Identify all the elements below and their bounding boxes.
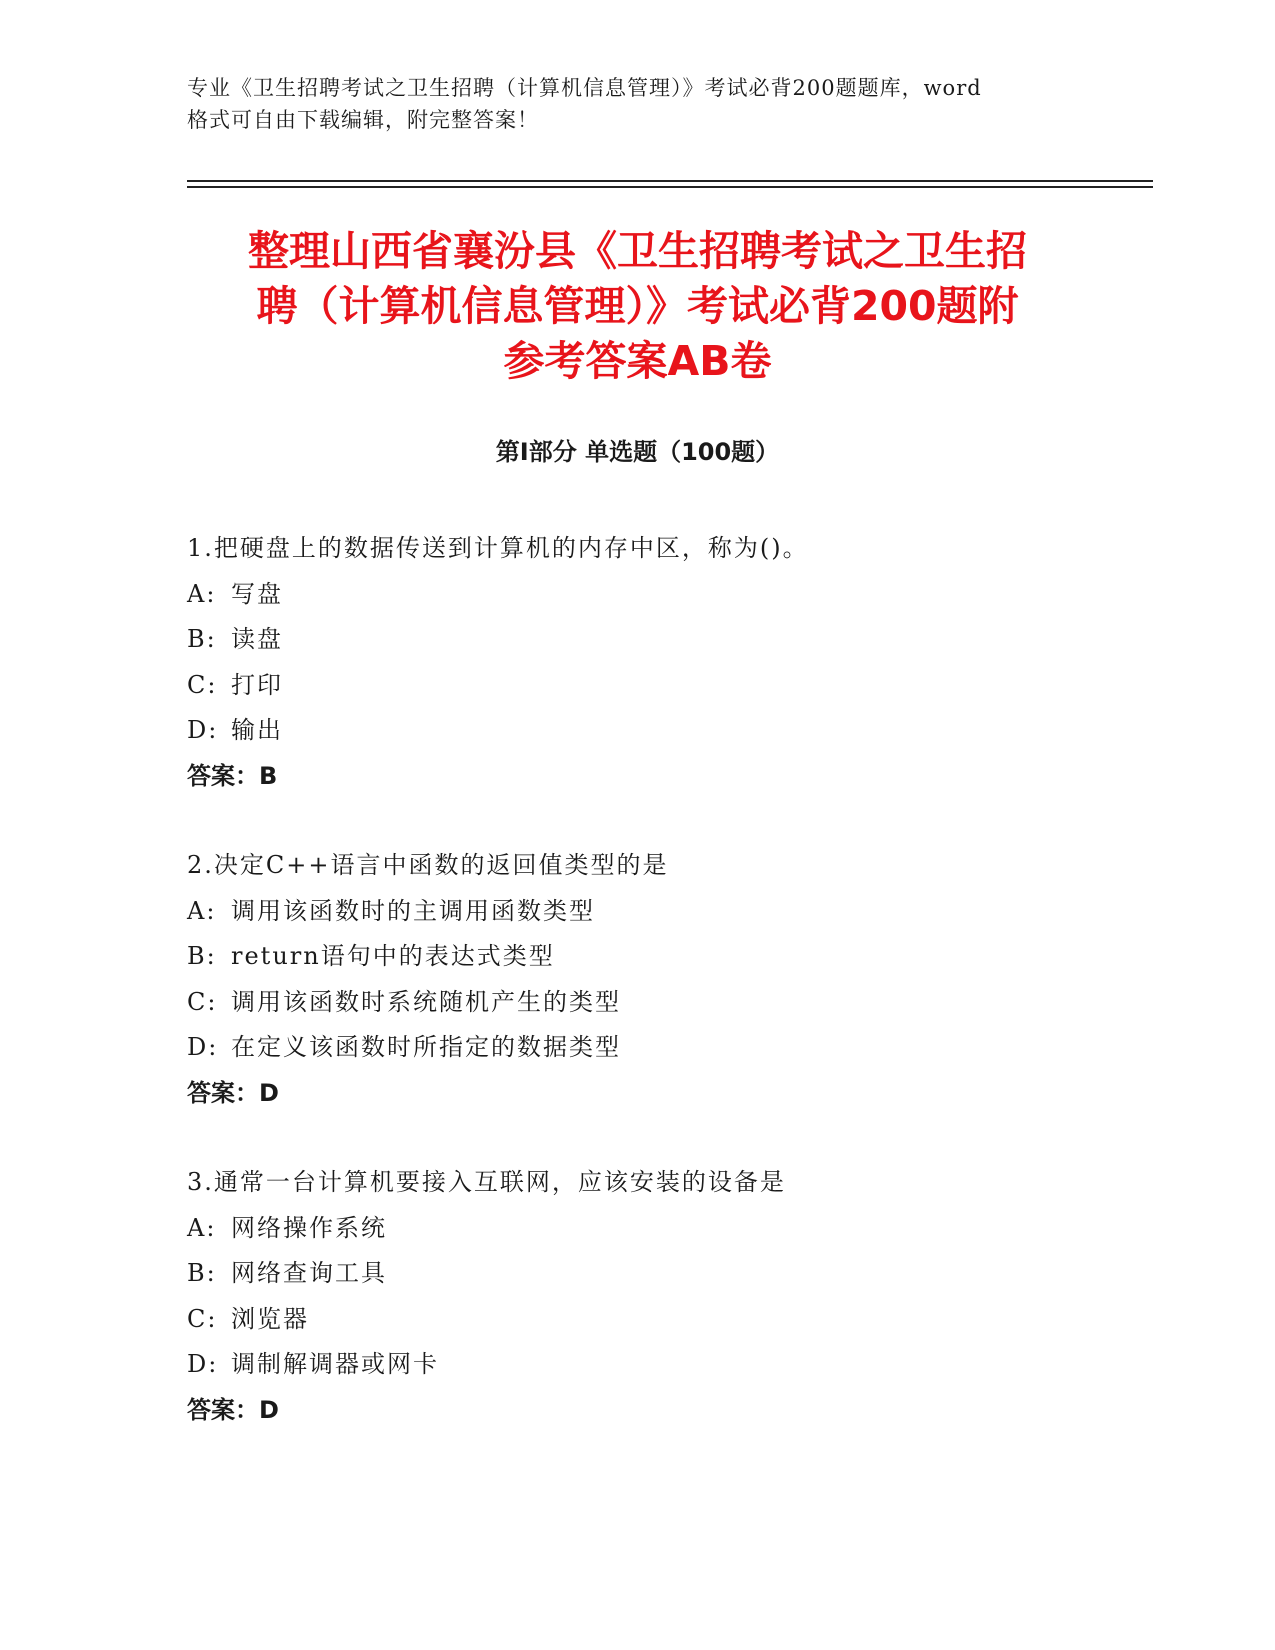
answer-line: 答案：D bbox=[187, 1078, 279, 1107]
option-label: D: bbox=[187, 716, 219, 744]
answer-line: 答案：B bbox=[187, 761, 278, 790]
option-text: 网络查询工具 bbox=[231, 1259, 387, 1287]
intro-line: 专业《卫生招聘考试之卫生招聘（计算机信息管理）》考试必背200题题库，word bbox=[187, 76, 982, 100]
title-line: 整理山西省襄汾县《卫生招聘考试之卫生招 bbox=[248, 227, 1027, 275]
option-label: A: bbox=[187, 896, 217, 925]
option-label: B: bbox=[187, 625, 217, 653]
option-d bbox=[187, 1025, 1147, 1071]
question-block bbox=[187, 1160, 1147, 1433]
option-b bbox=[187, 1251, 1147, 1297]
header-divider bbox=[187, 180, 1153, 182]
title-line: 聘（计算机信息管理）》考试必背200题附 bbox=[256, 282, 1019, 330]
option-a bbox=[187, 1206, 1147, 1252]
option-label: C: bbox=[187, 670, 218, 699]
option-label: B: bbox=[187, 1259, 217, 1287]
question-stem: 2.决定C++语言中函数的返回值类型的是 bbox=[187, 851, 669, 879]
header-divider bbox=[187, 186, 1153, 188]
answer-line: 答案：D bbox=[187, 1395, 279, 1424]
option-d bbox=[187, 708, 1147, 754]
option-c bbox=[187, 1297, 1147, 1343]
option-text: 浏览器 bbox=[231, 1304, 309, 1333]
option-a bbox=[187, 572, 1147, 618]
option-d bbox=[187, 1342, 1147, 1388]
option-text: 网络操作系统 bbox=[231, 1213, 387, 1242]
option-c bbox=[187, 663, 1147, 709]
question-block bbox=[187, 843, 1147, 1116]
option-label: C: bbox=[187, 987, 218, 1016]
option-c bbox=[187, 980, 1147, 1026]
option-text: 调用该函数时的主调用函数类型 bbox=[231, 896, 595, 925]
question-block bbox=[187, 526, 1147, 799]
option-label: C: bbox=[187, 1304, 218, 1333]
option-text: 打印 bbox=[231, 670, 283, 699]
option-a bbox=[187, 889, 1147, 935]
option-text: return语句中的表达式类型 bbox=[231, 942, 555, 970]
intro-line: 格式可自由下载编辑，附完整答案！ bbox=[187, 108, 539, 132]
option-text: 在定义该函数时所指定的数据类型 bbox=[231, 1033, 621, 1061]
option-label: D: bbox=[187, 1033, 219, 1061]
option-text: 调用该函数时系统随机产生的类型 bbox=[231, 987, 621, 1016]
option-text: 写盘 bbox=[231, 579, 283, 608]
section-heading: 第Ⅰ部分 单选题（100题） bbox=[495, 438, 780, 466]
document-intro bbox=[187, 72, 1087, 136]
option-b bbox=[187, 617, 1147, 663]
option-label: D: bbox=[187, 1350, 219, 1378]
title-line: 参考答案AB卷 bbox=[503, 337, 772, 385]
option-text: 调制解调器或网卡 bbox=[231, 1350, 439, 1378]
option-text: 输出 bbox=[231, 716, 283, 744]
option-b bbox=[187, 934, 1147, 980]
question-stem: 3.通常一台计算机要接入互联网，应该安装的设备是 bbox=[187, 1168, 786, 1196]
document-title bbox=[150, 224, 1125, 389]
option-label: A: bbox=[187, 1213, 217, 1242]
option-label: A: bbox=[187, 579, 217, 608]
option-text: 读盘 bbox=[231, 625, 283, 653]
option-label: B: bbox=[187, 942, 217, 970]
question-stem: 1.把硬盘上的数据传送到计算机的内存中区，称为()。 bbox=[187, 534, 809, 562]
